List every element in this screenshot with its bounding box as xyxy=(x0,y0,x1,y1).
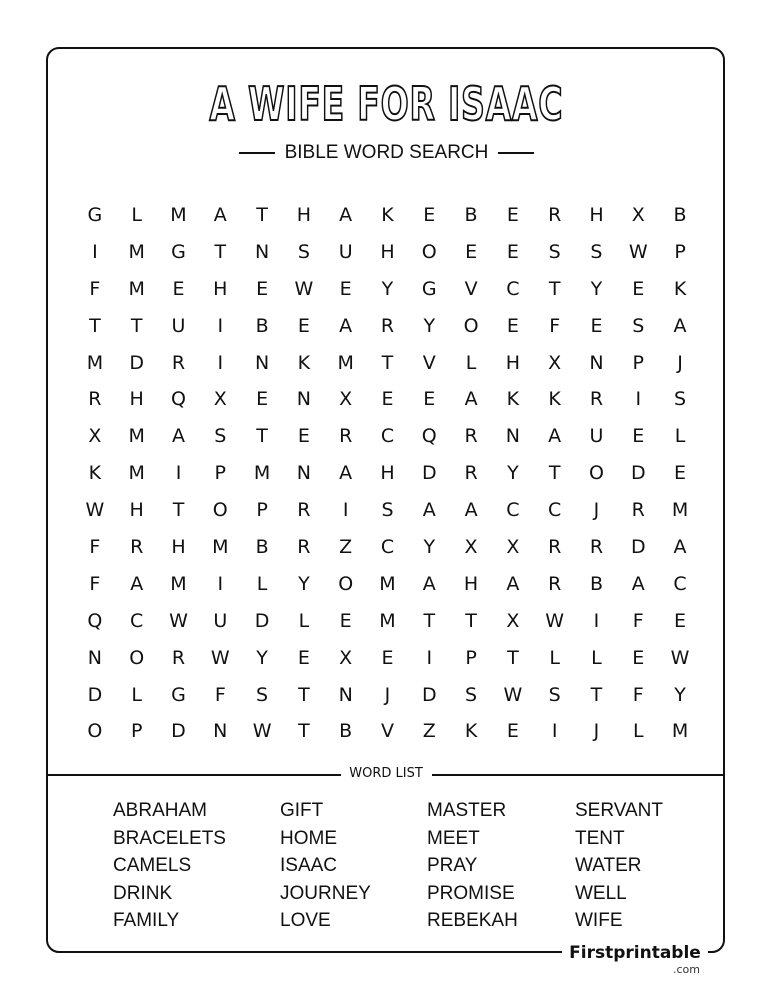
grid-cell: Q xyxy=(171,388,186,411)
grid-cell: T xyxy=(465,609,477,632)
grid-cell: A xyxy=(171,425,185,448)
grid-cell: E xyxy=(172,277,185,300)
grid-cell: O xyxy=(588,462,604,485)
word-list-item: TENT xyxy=(575,827,625,849)
grid-cell: P xyxy=(632,351,644,374)
word-list-item: SERVANT xyxy=(575,800,663,821)
grid-cell: B xyxy=(673,204,687,226)
grid-cell: R xyxy=(464,462,478,485)
grid-cell: R xyxy=(464,425,478,448)
word-list-item: BRACELETS xyxy=(113,827,226,849)
grid-cell: S xyxy=(256,683,269,706)
grid-cell: R xyxy=(297,499,311,522)
grid-cell: Z xyxy=(422,720,436,743)
grid-cell: F xyxy=(89,277,101,300)
grid-cell: A xyxy=(506,572,520,595)
grid-cell: H xyxy=(129,499,144,522)
grid-cell: W xyxy=(670,646,690,669)
grid-cell: P xyxy=(674,240,686,263)
grid-cell: A xyxy=(339,314,353,337)
grid-cell: A xyxy=(631,572,645,595)
grid-cell: V xyxy=(464,277,478,300)
grid-cell: F xyxy=(632,683,644,706)
grid-cell: S xyxy=(632,314,645,337)
grid-cell: R xyxy=(171,351,186,374)
grid-cell: L xyxy=(298,609,310,632)
word-list-item: CAMELS xyxy=(113,855,192,876)
word-list-item: REBEKAH xyxy=(427,910,518,931)
grid-cell: N xyxy=(213,720,228,743)
grid-cell: Y xyxy=(381,277,394,300)
grid-cell: C xyxy=(380,536,395,559)
grid-cell: B xyxy=(339,720,353,743)
grid-cell: E xyxy=(381,646,394,669)
grid-cell: K xyxy=(673,277,687,300)
grid-cell: U xyxy=(213,609,228,632)
grid-cell: E xyxy=(256,388,269,411)
grid-cell: Y xyxy=(674,683,686,706)
grid-cell: U xyxy=(171,314,186,337)
grid-cell: R xyxy=(88,388,102,411)
grid-cell: I xyxy=(92,240,98,263)
grid-cell: X xyxy=(506,536,520,559)
grid-cell: A xyxy=(339,462,353,485)
grid-cell: N xyxy=(296,388,311,411)
grid-cell: C xyxy=(380,425,395,448)
word-list-item: ABRAHAM xyxy=(113,800,207,821)
word-list-item: PROMISE xyxy=(427,882,515,904)
grid-cell: F xyxy=(632,609,644,632)
grid-cell: E xyxy=(339,609,352,632)
grid-cell: Q xyxy=(87,609,103,632)
grid-cell: I xyxy=(551,720,558,743)
word-list-item: LOVE xyxy=(280,910,331,931)
grid-cell: E xyxy=(632,646,645,669)
grid-cell: H xyxy=(171,536,186,559)
grid-cell: R xyxy=(589,388,604,411)
grid-cell: D xyxy=(421,462,437,485)
grid-cell: M xyxy=(671,720,689,743)
grid-cell: A xyxy=(673,536,687,559)
grid-cell: Y xyxy=(423,314,436,337)
brand-suffix: .com xyxy=(673,963,700,976)
grid-cell: T xyxy=(89,314,101,337)
word-list-item: PRAY xyxy=(427,855,478,876)
grid-cell: A xyxy=(130,572,144,595)
grid-cell: S xyxy=(674,388,687,411)
grid-cell: E xyxy=(297,425,310,448)
grid-cell: R xyxy=(548,204,562,226)
grid-cell: D xyxy=(421,683,437,706)
grid-cell: G xyxy=(171,683,186,706)
grid-cell: M xyxy=(212,536,229,559)
word-list xyxy=(113,797,725,935)
grid-cell: O xyxy=(338,572,354,595)
grid-cell: M xyxy=(128,240,145,263)
word-list-item: MASTER xyxy=(427,800,507,821)
grid-cell: D xyxy=(87,683,103,706)
grid-cell: C xyxy=(548,499,562,522)
grid-cell: M xyxy=(253,462,271,485)
grid-cell: R xyxy=(297,536,311,559)
grid-cell: M xyxy=(128,462,145,485)
grid-cell: E xyxy=(465,240,478,263)
grid-cell: F xyxy=(549,314,561,337)
grid-cell: I xyxy=(175,462,182,485)
grid-cell: L xyxy=(131,683,142,706)
grid-cell: A xyxy=(422,499,436,522)
grid-cell: A xyxy=(464,499,478,522)
grid-cell: I xyxy=(342,499,349,522)
grid-cell: K xyxy=(548,388,561,411)
grid-cell: D xyxy=(129,351,145,374)
grid-cell: M xyxy=(671,499,689,522)
grid-cell: D xyxy=(630,536,646,559)
grid-cell: X xyxy=(548,351,562,374)
grid-cell: T xyxy=(298,720,310,743)
grid-cell: O xyxy=(87,720,103,743)
grid-cell: W xyxy=(503,683,523,706)
word-list-item: ISAAC xyxy=(280,855,338,876)
grid-cell: T xyxy=(548,277,561,300)
grid-cell: X xyxy=(339,646,353,669)
grid-cell: B xyxy=(255,536,269,559)
grid-cell: E xyxy=(674,609,687,632)
grid-cell: M xyxy=(170,572,187,595)
grid-cell: W xyxy=(252,720,272,743)
grid-cell: E xyxy=(506,314,519,337)
page-title: A WIFE FOR ISAAC xyxy=(209,77,564,131)
grid-cell: A xyxy=(548,425,562,448)
word-list-item: HOME xyxy=(280,827,337,849)
grid-cell: J xyxy=(384,683,391,706)
grid-cell: T xyxy=(590,683,603,706)
grid-cell: L xyxy=(632,720,644,743)
grid-cell: C xyxy=(506,499,520,522)
grid-cell: T xyxy=(256,204,268,226)
grid-cell: C xyxy=(673,572,687,595)
grid-cell: L xyxy=(591,646,602,669)
word-list-item: GIFT xyxy=(280,800,324,821)
grid-cell: X xyxy=(506,609,520,632)
grid-cell: L xyxy=(256,572,268,595)
grid-cell: S xyxy=(465,683,478,706)
word-list-item: DRINK xyxy=(113,882,173,904)
grid-cell: X xyxy=(464,536,478,559)
grid-cell: B xyxy=(464,204,478,226)
grid-cell: L xyxy=(131,204,142,226)
grid-cell: L xyxy=(674,425,686,448)
brand-name: Firstprintable xyxy=(569,943,701,963)
grid-cell: E xyxy=(506,240,519,263)
grid-cell: K xyxy=(381,204,394,226)
grid-cell: O xyxy=(129,646,145,669)
grid-cell: R xyxy=(548,536,562,559)
grid-cell: R xyxy=(130,536,144,559)
grid-cell: N xyxy=(505,425,520,448)
grid-cell: R xyxy=(631,499,645,522)
grid-cell: G xyxy=(87,204,103,226)
grid-cell: E xyxy=(381,388,394,411)
grid-cell: Q xyxy=(421,425,437,448)
grid-cell: S xyxy=(297,240,310,263)
word-list-item: FAMILY xyxy=(113,910,180,931)
grid-cell: I xyxy=(426,646,433,669)
grid-cell: N xyxy=(254,351,270,374)
grid-cell: E xyxy=(256,277,269,300)
word-list-item: JOURNEY xyxy=(280,882,371,904)
grid-cell: X xyxy=(339,388,353,411)
grid-cell: H xyxy=(129,388,144,411)
grid-cell: M xyxy=(170,204,187,226)
grid-cell: F xyxy=(214,683,226,706)
grid-cell: M xyxy=(128,277,145,300)
grid-cell: D xyxy=(630,462,646,485)
grid-cell: I xyxy=(593,609,600,632)
grid-cell: E xyxy=(674,462,687,485)
grid-cell: T xyxy=(381,351,394,374)
grid-cell: I xyxy=(217,314,224,337)
grid-cell: N xyxy=(338,683,353,706)
word-list-item: WIFE xyxy=(575,910,623,931)
grid-cell: K xyxy=(297,351,311,374)
left-dash xyxy=(239,152,275,154)
grid-cell: E xyxy=(339,277,352,300)
grid-cell: W xyxy=(628,240,648,263)
grid-cell: D xyxy=(254,609,270,632)
grid-cell: C xyxy=(130,609,144,632)
grid-cell: X xyxy=(213,388,227,411)
grid-cell: E xyxy=(506,204,519,226)
grid-cell: A xyxy=(673,314,687,337)
subtitle-text: BIBLE WORD SEARCH xyxy=(284,142,489,163)
grid-cell: M xyxy=(86,351,104,374)
grid-cell: G xyxy=(421,277,437,300)
grid-cell: E xyxy=(297,646,310,669)
grid-cell: W xyxy=(169,609,188,632)
grid-cell: Y xyxy=(298,572,310,595)
grid-cell: H xyxy=(505,351,521,374)
grid-cell: T xyxy=(172,499,185,522)
grid-cell: S xyxy=(381,499,394,522)
grid-cell: A xyxy=(422,572,436,595)
word-list-item: WATER xyxy=(575,855,642,876)
grid-cell: V xyxy=(380,720,394,743)
brand-logo xyxy=(562,938,708,982)
grid-cell: W xyxy=(545,609,565,632)
grid-cell: R xyxy=(380,314,395,337)
letter-grid xyxy=(74,197,701,750)
grid-cell: X xyxy=(88,425,102,448)
grid-cell: O xyxy=(212,499,228,522)
word-list-item: WELL xyxy=(575,882,627,904)
grid-cell: M xyxy=(337,351,354,374)
grid-cell: P xyxy=(214,462,227,485)
word-list-item: MEET xyxy=(427,827,480,849)
grid-cell: L xyxy=(549,646,560,669)
grid-cell: J xyxy=(593,499,600,522)
grid-cell: E xyxy=(632,425,645,448)
grid-cell: E xyxy=(506,720,519,743)
grid-cell: N xyxy=(87,646,102,669)
grid-cell: S xyxy=(590,240,603,263)
grid-cell: E xyxy=(423,388,436,411)
grid-cell: W xyxy=(210,646,230,669)
word-list-divider-left xyxy=(47,774,341,776)
grid-cell: M xyxy=(379,609,396,632)
grid-cell: Y xyxy=(256,646,268,669)
grid-cell: N xyxy=(296,462,311,485)
grid-cell: Y xyxy=(423,536,436,559)
grid-cell: A xyxy=(464,388,478,411)
grid-cell: H xyxy=(296,204,312,226)
grid-cell: S xyxy=(548,240,561,263)
grid-cell: J xyxy=(677,351,683,374)
grid-cell: U xyxy=(589,425,604,448)
word-list-divider-right xyxy=(432,774,724,776)
grid-cell: T xyxy=(256,425,268,448)
grid-cell: R xyxy=(589,536,604,559)
right-dash xyxy=(498,152,534,154)
grid-cell: J xyxy=(593,720,600,743)
grid-cell: Y xyxy=(507,462,519,485)
grid-cell: W xyxy=(294,277,314,300)
subtitle xyxy=(0,140,773,166)
grid-cell: K xyxy=(464,720,478,743)
grid-cell: U xyxy=(338,240,353,263)
grid-cell: W xyxy=(85,499,105,522)
grid-cell: L xyxy=(465,351,477,374)
grid-cell: T xyxy=(548,462,561,485)
grid-cell: F xyxy=(89,572,101,595)
grid-cell: A xyxy=(339,204,353,226)
grid-cell: I xyxy=(217,351,224,374)
grid-cell: H xyxy=(380,462,395,485)
grid-cell: H xyxy=(213,277,228,300)
grid-cell: T xyxy=(298,683,310,706)
grid-cell: V xyxy=(422,351,436,374)
grid-cell: P xyxy=(465,646,477,669)
word-list-label: WORD LIST xyxy=(349,766,423,781)
grid-cell: I xyxy=(217,572,224,595)
grid-cell: T xyxy=(423,609,436,632)
grid-cell: M xyxy=(379,572,396,595)
grid-cell: M xyxy=(128,425,145,448)
grid-cell: G xyxy=(171,240,186,263)
grid-cell: N xyxy=(254,240,270,263)
grid-cell: D xyxy=(171,720,186,743)
grid-cell: S xyxy=(214,425,227,448)
grid-cell: O xyxy=(463,314,479,337)
grid-cell: K xyxy=(506,388,520,411)
grid-cell: R xyxy=(548,572,562,595)
grid-cell: N xyxy=(589,351,604,374)
grid-cell: X xyxy=(631,204,645,226)
grid-cell: E xyxy=(590,314,603,337)
grid-cell: F xyxy=(89,536,101,559)
grid-cell: E xyxy=(297,314,310,337)
grid-cell: T xyxy=(507,646,519,669)
grid-cell: P xyxy=(130,720,143,743)
grid-cell: Y xyxy=(590,277,603,300)
grid-cell: K xyxy=(88,462,102,485)
grid-cell: R xyxy=(171,646,186,669)
grid-cell: C xyxy=(506,277,520,300)
grid-cell: B xyxy=(589,572,603,595)
grid-cell: E xyxy=(632,277,645,300)
grid-cell: R xyxy=(339,425,353,448)
grid-cell: S xyxy=(548,683,561,706)
grid-cell: P xyxy=(256,499,268,522)
grid-cell: O xyxy=(421,240,437,263)
grid-cell: E xyxy=(423,204,436,226)
grid-cell: H xyxy=(589,204,604,226)
grid-cell: I xyxy=(635,388,642,411)
grid-cell: T xyxy=(214,240,227,263)
grid-cell: H xyxy=(380,240,395,263)
grid-cell: Z xyxy=(339,536,353,559)
grid-cell: B xyxy=(255,314,269,337)
grid-cell: A xyxy=(213,204,227,226)
grid-cell: T xyxy=(130,314,143,337)
grid-cell: H xyxy=(463,572,479,595)
